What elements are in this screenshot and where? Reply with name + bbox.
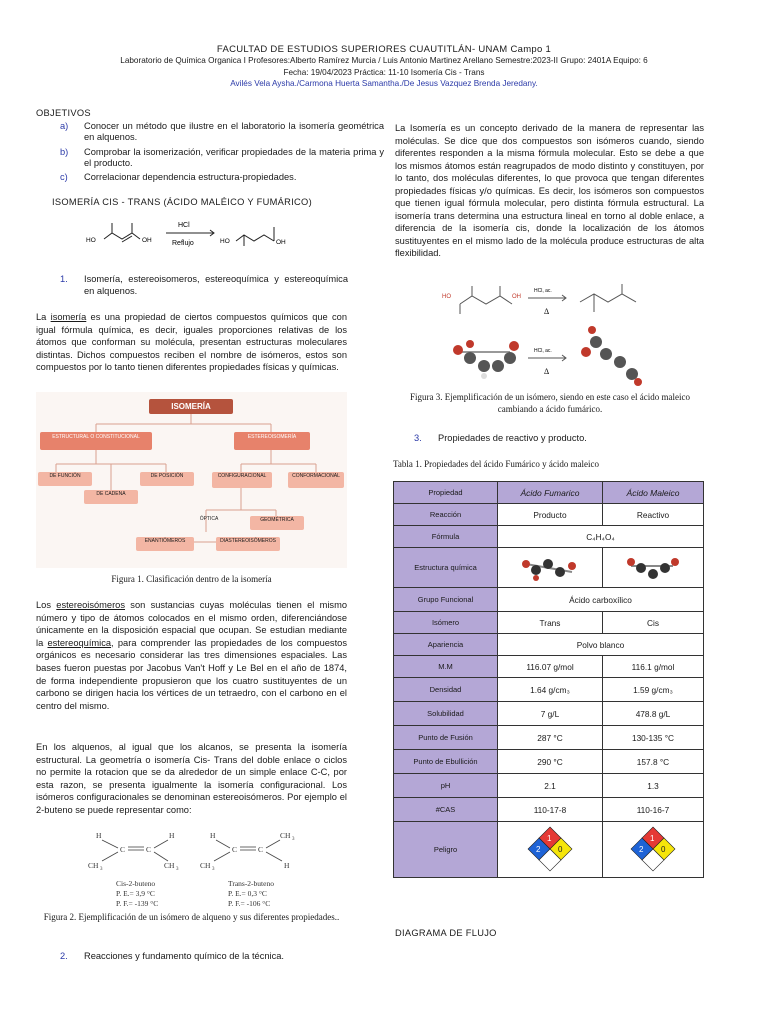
oh-label: OH	[512, 294, 521, 300]
reagent-label: HCl	[178, 222, 190, 229]
atom-label: CH	[280, 831, 291, 840]
flow-diagram-title: DIAGRAMA DE FLUJO	[395, 928, 497, 938]
figure-3-reaction	[440, 282, 666, 388]
atom-label: H	[284, 861, 290, 870]
row-label: Isómero	[394, 612, 498, 634]
cis-name: Cis-2-buteno	[116, 879, 156, 888]
isomeria-paragraph	[36, 311, 347, 374]
table-cell: Ácido carboxílico	[498, 588, 704, 612]
map-stereo: ESTEREOISOMERÍA	[234, 432, 310, 450]
nfpa-fire: 1	[547, 833, 552, 843]
table-cell: C₄H₄O₄	[498, 526, 704, 548]
table-header: Ácido Maleico	[603, 482, 704, 504]
trans-boiling: P. E.= 0,3 °C	[228, 889, 267, 898]
objective-letter: b)	[60, 147, 69, 157]
atom-label: H	[169, 831, 175, 840]
row-label: Peligro	[394, 822, 498, 878]
objective-letter: c)	[60, 172, 68, 182]
text-run: es una propiedad de ciertos compuestos químicos que con igual fórmula química, es decir, iguales proporciones relativas de los átomos que conforman su molécula, presentan estructuras moleculares distintas. Dichos compuestos reciben el nombre de isómeros, estos son compuestos por lo tanto tienen diferentes propiedades físicas y químicas.	[36, 312, 347, 373]
map-funcion: DE FUNCIÓN	[38, 472, 92, 486]
subscript: 3	[100, 867, 103, 872]
table-header: Ácido Fumarico	[498, 482, 603, 504]
table-cell: 290 °C	[498, 750, 603, 774]
condition-label: Reflujo	[172, 240, 194, 247]
section-number: 3.	[414, 433, 422, 443]
table-cell: 116.1 g/mol	[603, 656, 704, 678]
map-posicion: DE POSICIÓN	[140, 472, 194, 486]
row-label: Reacción	[394, 504, 498, 526]
text-run: Los	[36, 600, 57, 610]
maleic-chain	[104, 233, 140, 239]
reagent-label: HCl, ac.	[534, 348, 552, 354]
oh-label: OH	[276, 239, 286, 246]
section-3	[414, 432, 704, 446]
section-2	[60, 950, 348, 964]
figure-1-caption: Figura 1. Clasificación dentro de la isomería	[111, 574, 272, 584]
estereoquimica-link[interactable]: estereoquímica	[47, 637, 112, 648]
table-cell: Producto	[498, 504, 603, 526]
alquenos-paragraph: En los alquenos, al igual que los alcanos, se presenta la isomería estructural. La geometría o isomería Cis- Trans del doble enlace o ciclos no permite la rotacion que se da alrededor de un simple enlace C-C, por esta razon, se presenta igualmente la isomería configuracional. Los isómeros configuracionales se denominan estereoisómeros. Por ejemplo el 2-buteno se puede representar como:	[36, 742, 347, 815]
fumaric-structure-cell	[498, 548, 603, 588]
row-label: pH	[394, 774, 498, 798]
section-heading: Propiedades de reactivo y producto.	[438, 433, 587, 443]
table-cell: 1.3	[603, 774, 704, 798]
map-root: ISOMERÍA	[149, 399, 233, 414]
table-cell: 110-17-8	[498, 798, 603, 822]
nfpa-health: 2	[536, 844, 541, 854]
estereoisomeros-link[interactable]: estereoisómeros	[56, 600, 126, 610]
row-label: #CAS	[394, 798, 498, 822]
row-label: M.M	[394, 656, 498, 678]
fumaric-hazard-cell	[498, 822, 603, 878]
concept-map	[36, 392, 347, 568]
isomeria-link[interactable]: isomería	[50, 312, 87, 322]
heat-symbol: Δ	[544, 367, 550, 376]
objective-c	[36, 172, 352, 184]
map-diastereoisomeros: DIASTEREOISÓMEROS	[216, 537, 280, 551]
nfpa-fire: 1	[650, 833, 655, 843]
row-label: Apariencia	[394, 634, 498, 656]
table-cell: Cis	[603, 612, 704, 634]
atom-label: C	[146, 845, 152, 854]
atom-label: CH	[200, 861, 211, 870]
reagent-label: HCl, ac.	[534, 288, 552, 294]
subscript: 3	[212, 867, 215, 872]
section-number: 2.	[60, 951, 68, 961]
text-run: La	[36, 312, 51, 322]
subscript: 3	[176, 867, 179, 872]
trans-name: Trans-2-buteno	[228, 879, 274, 888]
maleic-double	[122, 236, 132, 242]
table-cell: 2.1	[498, 774, 603, 798]
map-geometrica: GEOMÉTRICA	[250, 516, 304, 530]
table-cell: Polvo blanco	[498, 634, 704, 656]
atom-label: C	[120, 845, 126, 854]
objective-a	[36, 121, 384, 145]
atom-label: H	[210, 831, 216, 840]
isomeria-definition-paragraph: La Isomería es un concepto derivado de la manera de representar las moléculas. Se dice que dos compuestos son isómeros cuando, siendo diferentes responden a la misma fórmula molecular. Esto se debe a que los mismos átomos están reagrupados de modo distinto y constituyen, por lo tanto, dos moléculas diferentes, lo que provoca que tengan diferentes propiedades físicas y/o químicas. Es decir, los isómeros son compuestos que tienen igual fórmula molecular, pero distinta fórmula estructural. La isomería trans determina una estructura lineal en torno al doble enlace, a diferencia de la isomería cis, donde la localización de los átomos sustituyentes en el mismo lado de la molécula produce estructuras de alta flexibilidad.	[395, 123, 704, 258]
ho-label: HO	[220, 238, 230, 245]
table-cell: 478.8 g/L	[603, 702, 704, 726]
row-label: Estructura química	[394, 548, 498, 588]
map-structural: ESTRUCTURAL O CONSTITUCIONAL	[40, 432, 152, 450]
text-run: son sustancias cuyas moléculas tienen el mismo número y tipo de átomos colocados en el mismo orden, diferenciándose únicamente en la disposición espacial que ocupan. Se estudian mediante la	[36, 600, 347, 648]
table-cell: 157.8 °C	[603, 750, 704, 774]
authors: Avilés Vela Aysha./Carmona Huerta Samantha./De Jesus Vazquez Brenda Jeredany.	[230, 79, 538, 88]
section-heading: Reacciones y fundamento químico de la técnica.	[84, 951, 284, 961]
row-label: Fórmula	[394, 526, 498, 548]
nfpa-diamond-icon	[630, 826, 676, 872]
nfpa-health: 2	[639, 844, 644, 854]
ho-label: HO	[86, 237, 96, 244]
table-cell: 287 °C	[498, 726, 603, 750]
cis-boiling: P. E.= 3,9 °C	[116, 889, 155, 898]
oh-label: OH	[142, 237, 152, 244]
objective-text: Correlacionar dependencia estructura-propiedades.	[84, 172, 297, 182]
maleic-molecule-model	[623, 552, 683, 582]
subscript: 3	[292, 837, 295, 842]
objectives-title: OBJETIVOS	[36, 108, 91, 118]
table-cell: 1.64 g/cm₃	[498, 678, 603, 702]
table-cell: 1.59 g/cm₃	[603, 678, 704, 702]
map-optica: ÓPTICA	[199, 516, 219, 522]
estereoisomeros-paragraph	[36, 599, 347, 712]
atom-label: H	[96, 831, 102, 840]
table-cell: 130-135 °C	[603, 726, 704, 750]
maleic-ball-model	[453, 340, 519, 379]
fumaric-molecule-model	[520, 552, 580, 582]
table-cell: Reactivo	[603, 504, 704, 526]
butene-figure	[80, 828, 320, 910]
reaction-scheme	[86, 213, 306, 257]
row-label: Densidad	[394, 678, 498, 702]
section-1	[60, 273, 348, 299]
practice-info: Fecha: 19/04/2023 Práctica: 11-10 Isomería Cis - Trans	[283, 68, 485, 77]
atom-label: C	[258, 845, 264, 854]
maleic-hazard-cell	[603, 822, 704, 878]
map-configuracional: CONFIGURACIONAL	[212, 472, 272, 488]
map-cadena: DE CADENA	[84, 490, 138, 504]
table-caption: Tabla 1. Propiedades del ácido Fumárico y ácido maleico	[393, 459, 600, 469]
fumaric-ball-model	[581, 326, 642, 386]
figure-2-caption: Figura 2. Ejemplificación de un isómero de alqueno y sus diferentes propiedades..	[43, 912, 340, 922]
objective-text: Comprobar la isomerización, verificar propiedades de la materia prima y el producto.	[84, 147, 384, 169]
table-cell: Trans	[498, 612, 603, 634]
figure-3-caption: Figura 3. Ejemplificación de un isómero, siendo en este caso el ácido maleico cambiando a ácido fumárico.	[410, 392, 690, 414]
cis-melting: P. F.= -139 °C	[116, 899, 159, 908]
map-enantiomeros: ENANTIÓMEROS	[136, 537, 194, 551]
table-header: Propiedad	[394, 482, 498, 504]
lab-info: Laboratorio de Química Organica I Profesores:Alberto Ramírez Murcia / Luis Antonio Martinez Arellano Semestre:2023-II Grupo: 2401A Equipo: 6	[120, 56, 648, 65]
objective-text: Conocer un método que ilustre en el laboratorio la isomería geométrica en alquenos.	[84, 121, 384, 143]
ho-label: HO	[442, 294, 451, 300]
table-cell: 7 g/L	[498, 702, 603, 726]
atom-label: C	[232, 845, 238, 854]
heat-symbol: Δ	[544, 307, 550, 316]
section-heading: Isomería, estereoisomeros, estereoquímica y estereoquímica en alquenos.	[84, 274, 348, 296]
table-cell: 116.07 g/mol	[498, 656, 603, 678]
objective-b	[36, 147, 384, 171]
nfpa-reactivity: 0	[661, 844, 666, 854]
row-label: Grupo Funcional	[394, 588, 498, 612]
text-run: , para comprender las propiedades de los compuestos orgánicos es necesario considerar las tres dimensiones espaciales. Las bases fueron puestas por Jacobus Van't Hoff y Le Bel en el año de 1874, de forma independiente propusieron que los cuatro sustituyentes de un carbono se dirigen hacia los vértices de un tetraedro, con el carbono en el centro del mismo.	[36, 637, 347, 711]
table-cell: 110-16-7	[603, 798, 704, 822]
row-label: Punto de Fusión	[394, 726, 498, 750]
properties-table	[393, 481, 704, 878]
objective-letter: a)	[60, 121, 69, 131]
reaction-title: ISOMERÍA CIS - TRANS (ÁCIDO MALÉICO Y FUMÁRICO)	[52, 197, 312, 207]
trans-melting: P. F.= -106 °C	[228, 899, 271, 908]
faculty-title: FACULTAD DE ESTUDIOS SUPERIORES CUAUTITLÁN- UNAM Campo 1	[216, 44, 552, 55]
atom-label: CH	[164, 861, 175, 870]
fumaric-chain	[236, 235, 274, 241]
section-number: 1.	[60, 274, 68, 284]
maleic-structure-cell	[603, 548, 704, 588]
row-label: Punto de Ebullición	[394, 750, 498, 774]
nfpa-diamond-icon	[527, 826, 573, 872]
nfpa-reactivity: 0	[558, 844, 563, 854]
row-label: Solubilidad	[394, 702, 498, 726]
map-conformacional: CONFORMACIONAL	[288, 472, 344, 488]
atom-label: CH	[88, 861, 99, 870]
